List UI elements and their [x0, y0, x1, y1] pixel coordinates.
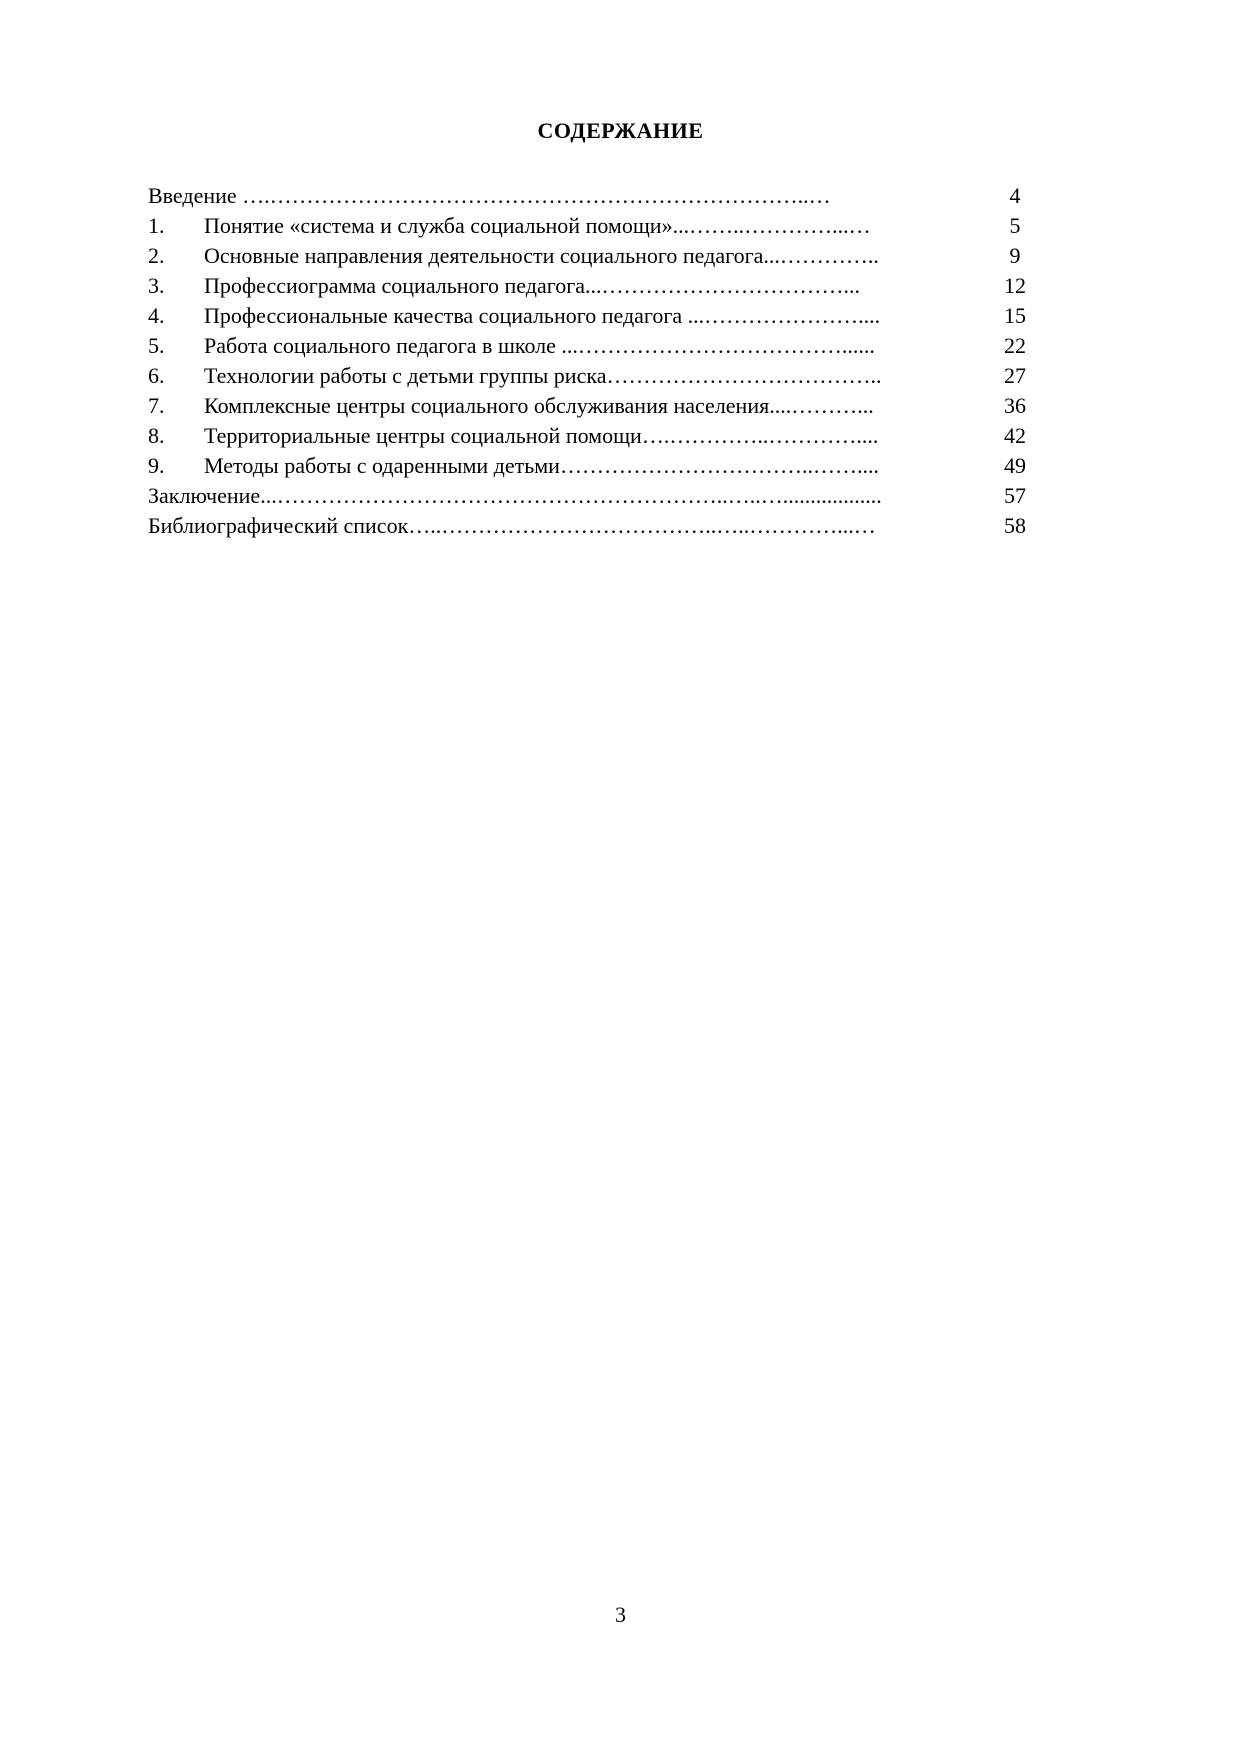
toc-entry-4: [148, 301, 1028, 331]
toc-entry-page: 15: [1004, 303, 1026, 328]
toc-entry-number: 3.: [148, 273, 165, 298]
toc-entry-number: 1.: [148, 213, 165, 238]
toc-entry-page: 5: [1009, 213, 1021, 238]
toc-entry-5: [148, 331, 1028, 361]
toc-entry-number: 7.: [148, 393, 165, 418]
toc-entry-page: 42: [1004, 423, 1026, 448]
toc-entry-title: Введение ….………………………………………………………………..…: [148, 183, 831, 208]
toc-entry-3: [148, 271, 1028, 301]
toc-entry-page: 9: [1009, 243, 1021, 268]
toc-entry-page: 4: [1009, 183, 1021, 208]
toc-entry-number: 6.: [148, 363, 165, 388]
toc-entry-title: Заключение...……………………………………………………..…..…..................: [148, 483, 882, 508]
toc-entry-title: Комплексные центры социального обслуживания населения....………...: [204, 393, 874, 418]
toc-entry-page: 49: [1004, 453, 1026, 478]
toc-entry-page: 27: [1004, 363, 1026, 388]
toc-entry-title: Территориальные центры социальной помощи….…………..…………....: [204, 423, 879, 448]
toc-entry-title: Методы работы с одаренными детьми……………………………..……....: [204, 453, 879, 478]
toc-entry-title: Технологии работы с детьми группы риска………………………………..: [204, 363, 882, 388]
page-number: 3: [615, 1602, 626, 1627]
toc-entry-bibliography: [148, 511, 1028, 541]
toc-entry-title: Работа социального педагога в школе ...………………………………......: [204, 333, 875, 358]
toc-entry-page: 57: [1004, 483, 1026, 508]
toc-entry-title: Библиографический список…..………………………………..…..…………...…: [148, 513, 876, 538]
toc-entry-number: 8.: [148, 423, 165, 448]
toc-entry-number: 4.: [148, 303, 165, 328]
toc-entry-title: Понятие «система и служба социальной помощи»...……..…………...…: [204, 213, 871, 238]
toc-entry-conclusion: [148, 481, 1028, 511]
toc-entry-number: 9.: [148, 453, 165, 478]
toc-entry-number: 5.: [148, 333, 165, 358]
toc-entry-page: 36: [1004, 393, 1026, 418]
toc-entry-2: [148, 241, 1028, 271]
toc-entry-page: 22: [1004, 333, 1026, 358]
toc-entry-title: Основные направления деятельности социального педагога...…………..: [204, 243, 879, 268]
toc-entry-page: 12: [1004, 273, 1026, 298]
toc-entry-page: 58: [1004, 513, 1026, 538]
toc-entry-8: [148, 421, 1028, 451]
toc-entry-1: [148, 211, 1028, 241]
toc-entry-6: [148, 361, 1028, 391]
toc-entry-title: Профессиональные качества социального педагога ...…………………....: [204, 303, 881, 328]
table-of-contents: [148, 181, 1028, 541]
toc-entry-number: 2.: [148, 243, 165, 268]
toc-entry-title: Профессиограмма социального педагога...……………………………...: [204, 273, 861, 298]
page-title: СОДЕРЖАНИЕ: [537, 118, 704, 143]
toc-entry-9: [148, 451, 1028, 481]
toc-entry-7: [148, 391, 1028, 421]
toc-entry-introduction: [148, 181, 1028, 211]
